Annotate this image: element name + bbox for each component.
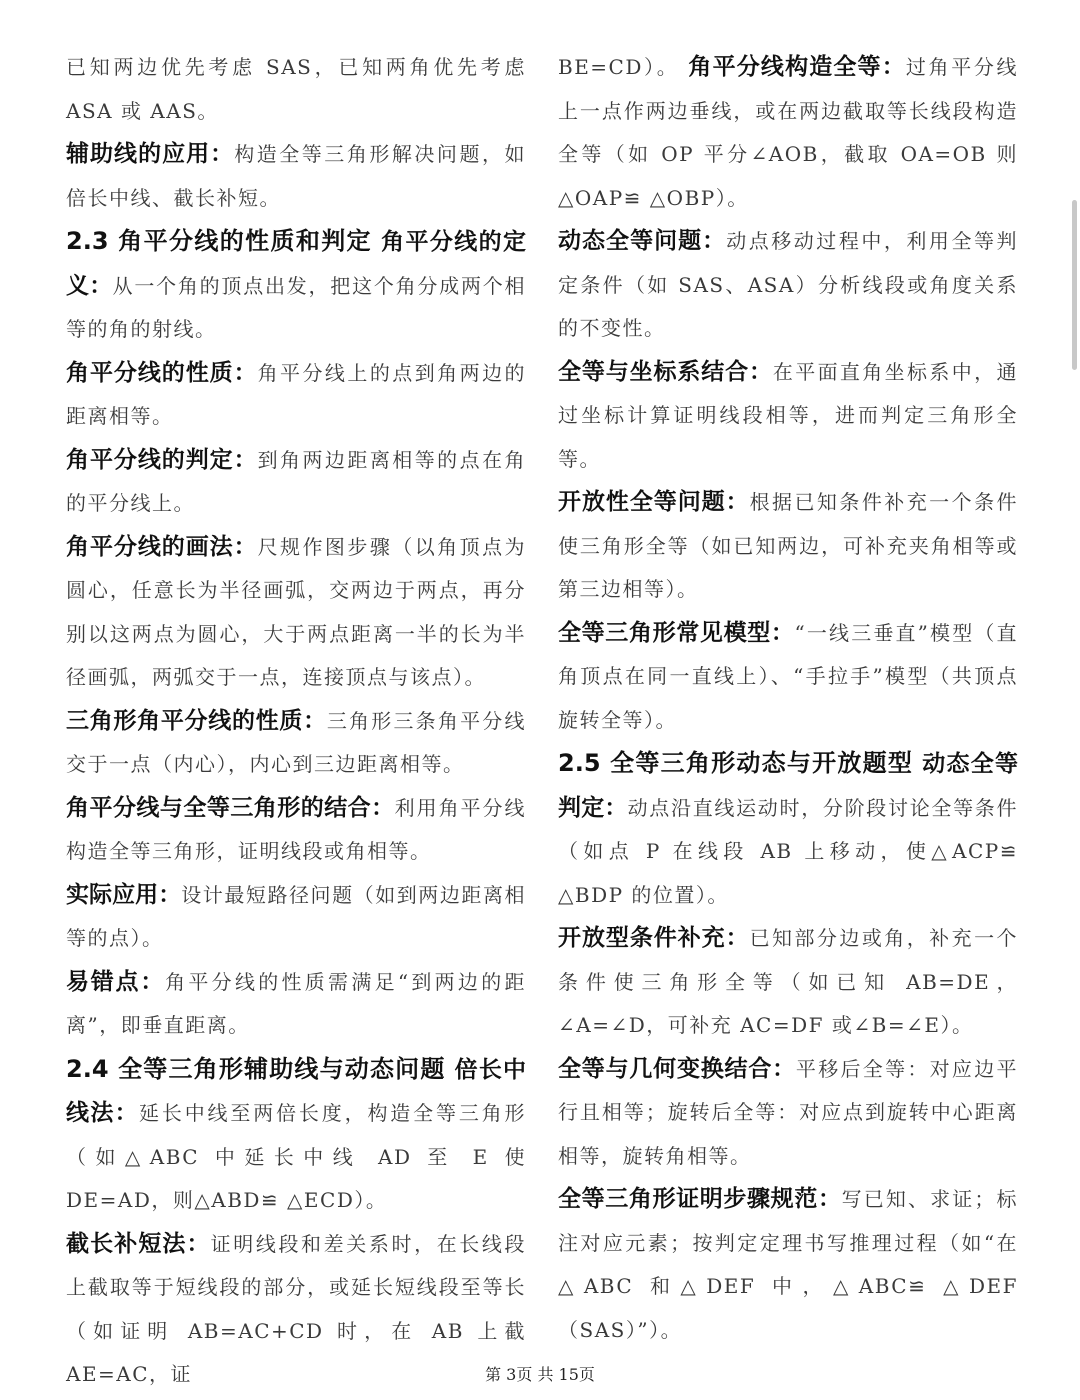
paragraph: 角平分线的判定：到角两边距离相等的点在角的平分线上。 bbox=[66, 446, 527, 515]
left-column bbox=[66, 46, 526, 1397]
paragraph: 2.3 角平分线的性质和判定 角平分线的定义：从一个角的顶点出发，把这个角分成两个相等的角的射线。 bbox=[66, 227, 527, 341]
right-column bbox=[558, 46, 1018, 1352]
paragraph: 开放型条件补充：已知部分边或角，补充一个条件使三角形全等（如已知 AB=DE，∠A=∠D，可补充 AC=DF 或∠B=∠E）。 bbox=[558, 925, 1019, 1037]
paragraph: 三角形角平分线的性质：三角形三条角平分线交于一点（内心），内心到三边距离相等。 bbox=[66, 707, 527, 776]
paragraph: 角平分线的画法：尺规作图步骤（以角顶点为圆心，任意长为半径画弧，交两边于两点，再分别以这两点为圆心，大于两点距离一半的长为半径画弧，两弧交于一点，连接顶点与该点）。 bbox=[66, 533, 527, 689]
paragraph: 开放性全等问题：根据已知条件补充一个条件使三角形全等（如已知两边，可补充夹角相等或第三边相等）。 bbox=[558, 489, 1019, 601]
paragraph: 易错点：角平分线的性质需满足“到两边的距离”，即垂直距离。 bbox=[66, 968, 526, 1037]
paragraph: 角平分线的性质：角平分线上的点到角两边的距离相等。 bbox=[66, 359, 527, 428]
paragraph: 已知两边优先考虑 SAS，已知两角优先考虑 ASA 或 AAS。 bbox=[66, 55, 526, 123]
paragraph: 2.4 全等三角形辅助线与动态问题 倍长中线法：延长中线至两倍长度，构造全等三角形（如△ABC 中延长中线 AD 至 E 使 DE=AD，则△ABD≌ △ECD）。 bbox=[66, 1054, 527, 1212]
paragraph: 辅助线的应用：构造全等三角形解决问题，如倍长中线、截长补短。 bbox=[66, 141, 527, 210]
paragraph: 全等与几何变换结合：平移后全等：对应边平行且相等；旋转后全等：对应点到旋转中心距离相等，旋转角相等。 bbox=[558, 1055, 1019, 1168]
section-heading: 2.4 全等三角形辅助线与动态问题 bbox=[66, 1054, 446, 1083]
page-footer: 第 3页 共 15页 bbox=[485, 1365, 595, 1384]
section-heading: 2.5 全等三角形动态与开放题型 bbox=[558, 749, 914, 777]
paragraph: BE=CD）。 角平分线构造全等：过角平分线上一点作两边垂线，或在两边截取等长线段构造全等（如 OP 平分∠AOB，截取 OA=OB 则△OAP≌ △OBP）。 bbox=[558, 54, 1019, 210]
paragraph: 全等与坐标系结合：在平面直角坐标系中，通过坐标计算证明线段相等，进而判定三角形全等。 bbox=[558, 358, 1019, 471]
paragraph: 全等三角形常见模型：“一线三垂直”模型（直角顶点在同一直线上）、“手拉手”模型（共顶点旋转全等）。 bbox=[558, 619, 1019, 732]
paragraph: 全等三角形证明步骤规范：写已知、求证；标注对应元素；按判定定理书写推理过程（如“在△ABC 和△DEF 中，△ABC≌ △DEF（SAS）”）。 bbox=[558, 1186, 1019, 1342]
paragraph: 2.5 全等三角形动态与开放题型 动态全等判定：动点沿直线运动时，分阶段讨论全等条件（如点 P 在线段 AB 上移动，使△ACP≌ △BDP 的位置）。 bbox=[558, 749, 1019, 907]
scrollbar[interactable] bbox=[1072, 200, 1077, 370]
section-heading: 2.3 角平分线的性质和判定 bbox=[66, 227, 372, 255]
paragraph: 角平分线与全等三角形的结合：利用角平分线构造全等三角形，证明线段或角相等。 bbox=[66, 794, 527, 863]
paragraph: 实际应用：设计最短路径问题（如到两边距离相等的点）。 bbox=[66, 881, 526, 950]
paragraph: 动态全等问题：动点移动过程中，利用全等判定条件（如 SAS、ASA）分析线段或角度关系的不变性。 bbox=[558, 228, 1019, 340]
paragraph: 截长补短法：证明线段和差关系时，在长线段上截取等于短线段的部分，或延长短线段至等长（如证明 AB=AC+CD 时，在 AB 上截 AE=AC，证 bbox=[66, 1230, 527, 1386]
